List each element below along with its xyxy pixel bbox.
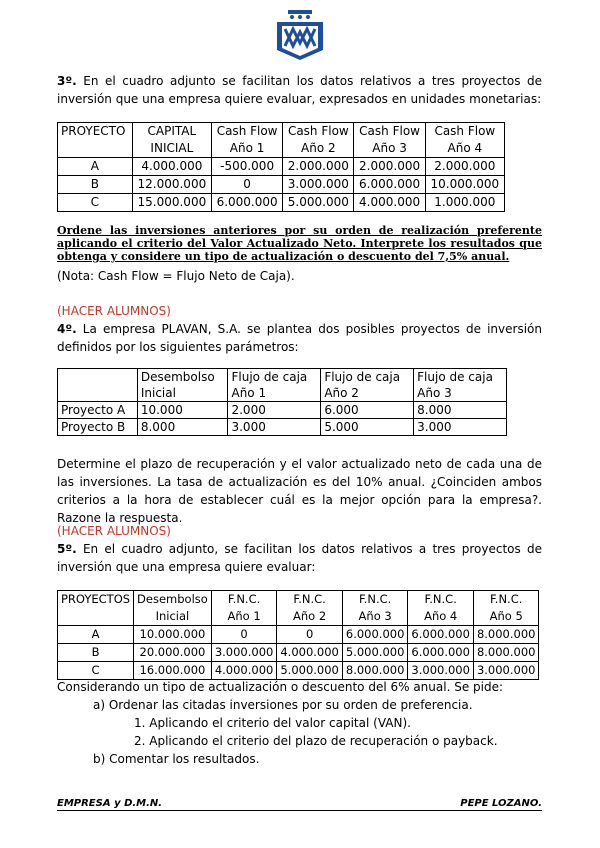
header-cell: Cash Flow bbox=[425, 123, 504, 141]
header-cell: Año 4 bbox=[408, 608, 474, 626]
header-cell: Año 3 bbox=[414, 385, 507, 402]
table-cell: 20.000.000 bbox=[134, 644, 212, 662]
table-cell: 2.000.000 bbox=[425, 158, 504, 176]
table-cell: 2.000.000 bbox=[354, 158, 425, 176]
table-row bbox=[58, 176, 505, 194]
header-cell: PROYECTOS bbox=[58, 591, 134, 609]
header-cell: Año 2 bbox=[283, 140, 354, 158]
header-row bbox=[58, 369, 507, 386]
page-footer bbox=[57, 796, 542, 811]
table-cell: 10.000 bbox=[137, 402, 228, 419]
table-cell: 5.000.000 bbox=[283, 194, 354, 212]
ex5-item-b: b) Comentar los resultados. bbox=[93, 752, 260, 766]
header-cell: Cash Flow bbox=[283, 123, 354, 141]
table-cell: 10.000.000 bbox=[425, 176, 504, 194]
table-row bbox=[58, 194, 505, 212]
header-cell: Año 5 bbox=[473, 608, 539, 626]
table-cell: 4.000.000 bbox=[132, 158, 211, 176]
table-row bbox=[58, 662, 539, 680]
table-cell: 5.000.000 bbox=[277, 662, 343, 680]
ex5-item-a2: 2. Aplicando el criterio del plazo de recuperación o payback. bbox=[134, 734, 498, 748]
table-cell: 8.000.000 bbox=[473, 644, 539, 662]
ex4-table bbox=[57, 368, 507, 436]
header-cell: INICIAL bbox=[132, 140, 211, 158]
ex5-table bbox=[57, 590, 539, 680]
table-cell: A bbox=[58, 626, 134, 644]
ex4-number: 4º. bbox=[57, 322, 77, 336]
header-cell: Año 3 bbox=[342, 608, 408, 626]
ex4-intro: (HACER ALUMNOS) 4º. La empresa PLAVAN, S.A. se plantea dos posibles proyectos de inversión definidos por los siguientes parámetros: bbox=[57, 304, 542, 354]
table-cell: 8.000 bbox=[137, 419, 228, 436]
table-cell: 15.000.000 bbox=[132, 194, 211, 212]
table-row bbox=[58, 644, 539, 662]
header-cell bbox=[58, 369, 138, 386]
header-row bbox=[58, 123, 505, 141]
table-cell: 6.000.000 bbox=[354, 176, 425, 194]
table-cell: 6.000.000 bbox=[408, 644, 474, 662]
header-cell: Año 1 bbox=[211, 140, 282, 158]
header-cell: Año 4 bbox=[425, 140, 504, 158]
table-row bbox=[58, 158, 505, 176]
table-cell: 3.000.000 bbox=[211, 644, 277, 662]
header-cell bbox=[58, 385, 138, 402]
table-cell: A bbox=[58, 158, 133, 176]
table-cell: -500.000 bbox=[211, 158, 282, 176]
header-row bbox=[58, 140, 505, 158]
header-cell: Año 1 bbox=[228, 385, 321, 402]
table-cell: B bbox=[58, 644, 134, 662]
table-cell: 0 bbox=[211, 176, 282, 194]
table-cell: 6.000.000 bbox=[211, 194, 282, 212]
table-cell: 8.000.000 bbox=[342, 662, 408, 680]
table-cell: Proyecto A bbox=[58, 402, 138, 419]
header-cell: CAPITAL bbox=[132, 123, 211, 141]
header-cell: F.N.C. bbox=[277, 591, 343, 609]
table-cell: 1.000.000 bbox=[425, 194, 504, 212]
header-cell: Año 2 bbox=[277, 608, 343, 626]
ex5-tag: (HACER ALUMNOS) bbox=[57, 524, 171, 538]
table-cell: C bbox=[58, 662, 134, 680]
header-cell: F.N.C. bbox=[473, 591, 539, 609]
table-row bbox=[58, 419, 507, 436]
header-cell: Flujo de caja bbox=[414, 369, 507, 386]
ex3-instruction-block bbox=[57, 224, 542, 285]
ex4-tag: (HACER ALUMNOS) bbox=[57, 304, 171, 318]
header-cell: PROYECTO bbox=[58, 123, 133, 141]
table-cell: 3.000 bbox=[228, 419, 321, 436]
header-cell: Inicial bbox=[134, 608, 212, 626]
table-row bbox=[58, 626, 539, 644]
table-cell: Proyecto B bbox=[58, 419, 138, 436]
header-cell: Desembolso bbox=[137, 369, 228, 386]
header-cell: Año 1 bbox=[211, 608, 277, 626]
table-cell: 16.000.000 bbox=[134, 662, 212, 680]
header-cell: F.N.C. bbox=[408, 591, 474, 609]
ex5-considering: Considerando un tipo de actualización o descuento del 6% anual. Se pide: bbox=[57, 680, 504, 694]
ex5-item-a: a) Ordenar las citadas inversiones por su orden de preferencia. bbox=[93, 698, 473, 712]
header-cell bbox=[58, 608, 134, 626]
ex3-note: (Nota: Cash Flow = Flujo Neto de Caja). bbox=[57, 269, 295, 283]
header-cell: Año 3 bbox=[354, 140, 425, 158]
table-cell: 8.000.000 bbox=[473, 626, 539, 644]
table-cell: 6.000.000 bbox=[408, 626, 474, 644]
header-cell: Inicial bbox=[137, 385, 228, 402]
table-cell: 0 bbox=[211, 626, 277, 644]
table-cell: 10.000.000 bbox=[134, 626, 212, 644]
header-cell: Desembolso bbox=[134, 591, 212, 609]
table-cell: 5.000 bbox=[321, 419, 414, 436]
table-cell: 2.000.000 bbox=[283, 158, 354, 176]
table-cell: 3.000.000 bbox=[283, 176, 354, 194]
table-cell: 3.000 bbox=[414, 419, 507, 436]
header-row bbox=[58, 385, 507, 402]
header-cell bbox=[58, 140, 133, 158]
table-cell: 6.000 bbox=[321, 402, 414, 419]
ex3-number: 3º. bbox=[57, 74, 77, 88]
table-cell: 12.000.000 bbox=[132, 176, 211, 194]
ex5-item-a1: 1. Aplicando el criterio del valor capital (VAN). bbox=[134, 716, 411, 730]
ex5-tasks bbox=[57, 678, 542, 768]
table-cell: 3.000.000 bbox=[473, 662, 539, 680]
header-cell: F.N.C. bbox=[211, 591, 277, 609]
ex5-number: 5º. bbox=[57, 542, 77, 556]
header-cell: Cash Flow bbox=[211, 123, 282, 141]
table-cell: B bbox=[58, 176, 133, 194]
table-cell: 4.000.000 bbox=[211, 662, 277, 680]
footer-left: EMPRESA y D.M.N. bbox=[57, 798, 163, 809]
school-logo bbox=[275, 10, 325, 62]
table-cell: 6.000.000 bbox=[342, 626, 408, 644]
table-cell: 5.000.000 bbox=[342, 644, 408, 662]
ex3-instruction: Ordene las inversiones anteriores por su orden de realización preferente aplicando el criterio del Valor Actualizado Neto. Interprete los resultados que obtenga y considere un tipo de actualización o descuento del 7,5% anual. bbox=[57, 224, 542, 263]
ex5-intro: (HACER ALUMNOS) 5º. En el cuadro adjunto, se facilitan los datos relativos a tres proyectos de inversión que una empresa quiere evaluar: bbox=[57, 524, 542, 574]
table-cell: 8.000 bbox=[414, 402, 507, 419]
ex3-intro: 3º. En el cuadro adjunto se facilitan los datos relativos a tres proyectos de inversión que una empresa quiere evaluar, expresados en unidades monetarias: bbox=[57, 74, 542, 106]
header-cell: F.N.C. bbox=[342, 591, 408, 609]
table-cell: 2.000 bbox=[228, 402, 321, 419]
table-cell: 3.000.000 bbox=[408, 662, 474, 680]
header-cell: Flujo de caja bbox=[228, 369, 321, 386]
header-row bbox=[58, 608, 539, 626]
table-cell: 0 bbox=[277, 626, 343, 644]
header-row bbox=[58, 591, 539, 609]
ex4-question: Determine el plazo de recuperación y el valor actualizado neto de cada una de las inversiones. La tasa de actualización es del 10% anual. ¿Coinciden ambos criterios a la hora de establecer cuál es la mejor opción para la empresa?. Razone la respuesta. bbox=[57, 457, 542, 525]
ex3-table bbox=[57, 122, 505, 212]
table-cell: C bbox=[58, 194, 133, 212]
table-cell: 4.000.000 bbox=[354, 194, 425, 212]
table-cell: 4.000.000 bbox=[277, 644, 343, 662]
table-row bbox=[58, 402, 507, 419]
header-cell: Flujo de caja bbox=[321, 369, 414, 386]
header-cell: Año 2 bbox=[321, 385, 414, 402]
header-cell: Cash Flow bbox=[354, 123, 425, 141]
footer-right: PEPE LOZANO. bbox=[460, 798, 542, 809]
